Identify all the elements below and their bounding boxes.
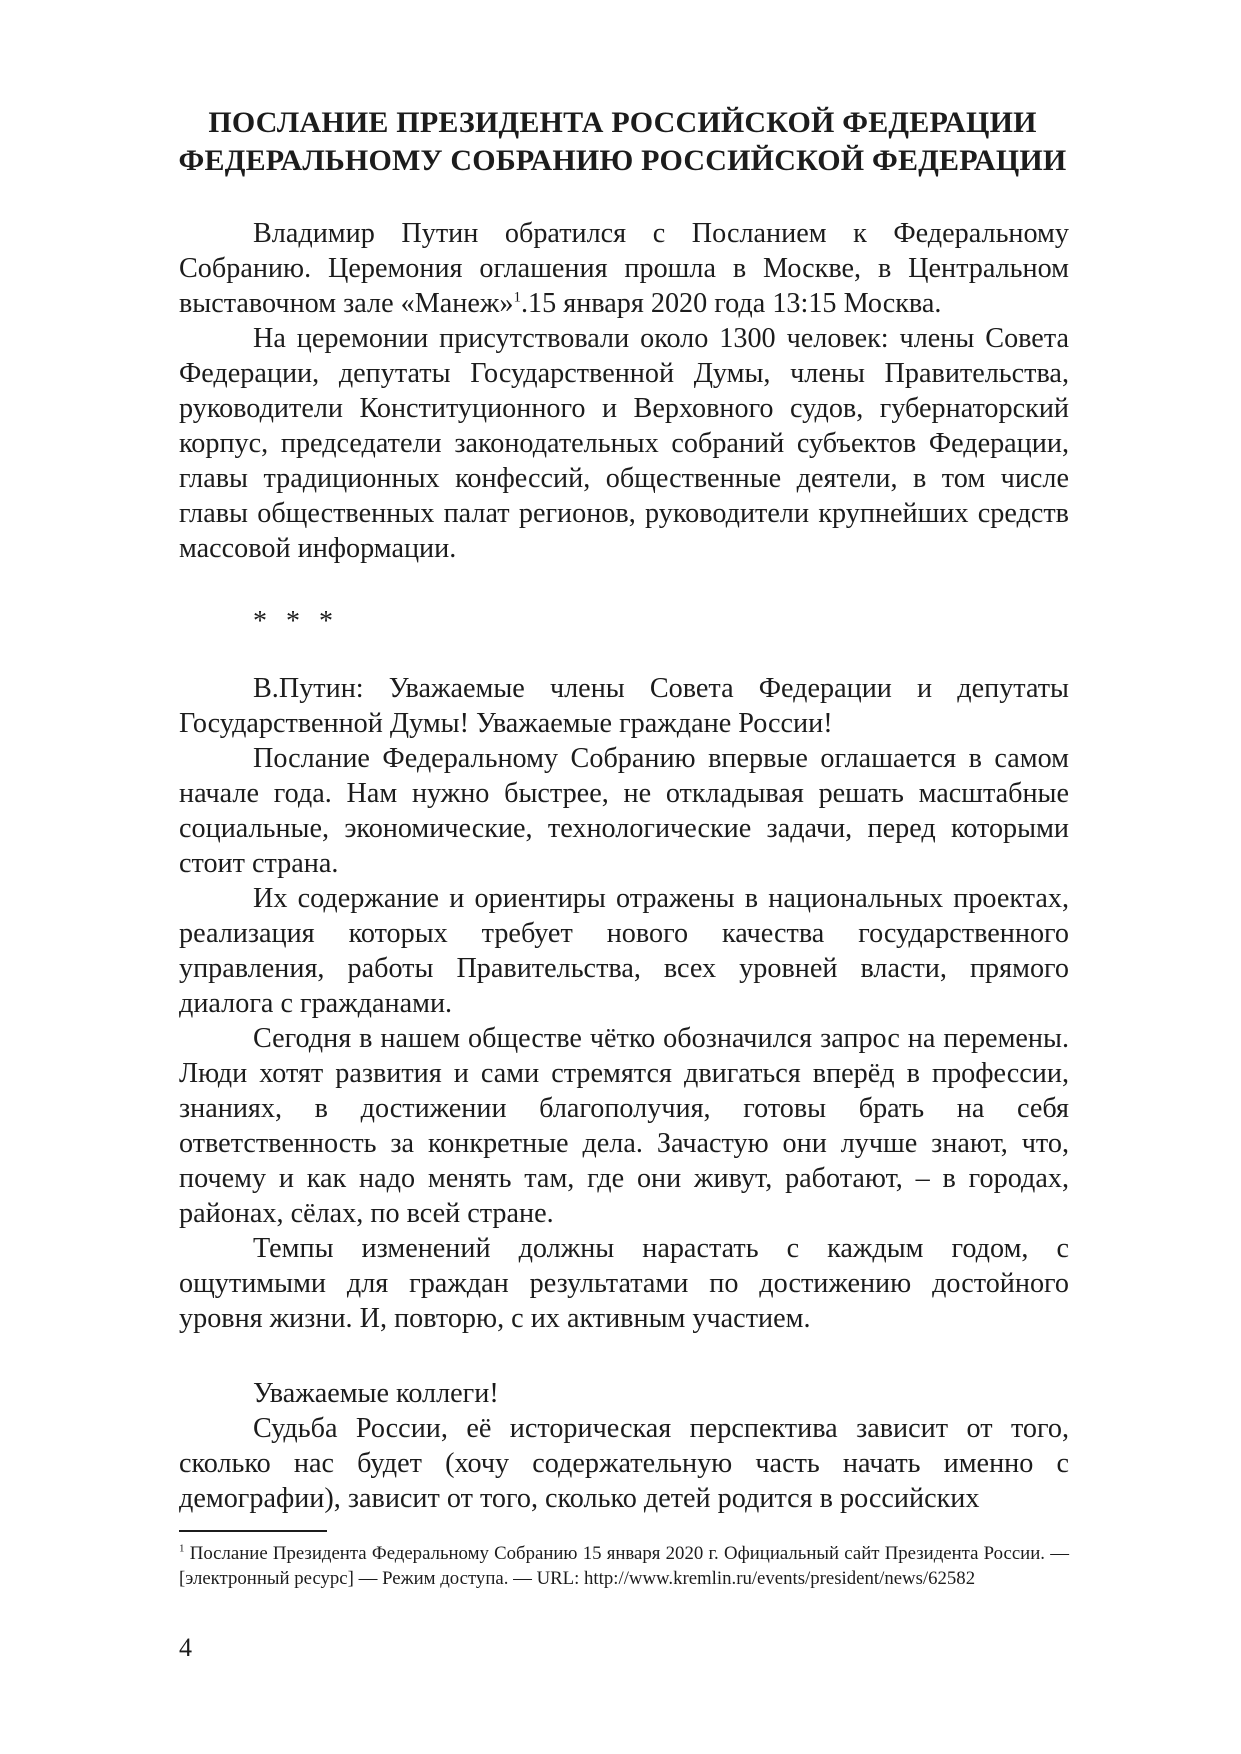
footnote-reference[interactable]: 1 xyxy=(513,289,521,306)
footnote xyxy=(179,1541,1069,1591)
intro-section xyxy=(179,216,1069,566)
page-title xyxy=(160,104,1085,180)
speech-section xyxy=(179,671,1069,1336)
footnote-divider xyxy=(179,1530,327,1532)
speech-paragraph: В.Путин: Уважаемые члены Совета Федерации и депутаты Государственной Думы! Уважаемые граждане России! xyxy=(179,673,1069,739)
speech-paragraph: Темпы изменений должны нарастать с каждым годом, с ощутимыми для граждан результатами по достижению достойного уровня жизни. И, повторю, с их активным участием. xyxy=(179,1233,1069,1334)
section-separator: * * * xyxy=(253,606,339,637)
speech-paragraph: Их содержание и ориентиры отражены в национальных проектах, реализация которых требует нового качества государственного управления, работы Правительства, всех уровней власти, прямого диалога с гражданами. xyxy=(179,883,1069,1019)
page-number: 4 xyxy=(179,1633,192,1662)
speech-paragraph: Сегодня в нашем обществе чётко обозначился запрос на перемены. Люди хотят развития и сами стремятся двигаться вперёд в профессии, знаниях, в достижении благополучия, готовы брать на себя ответственность за конкретные дела. Зачастую они лучше знают, что, почему и как надо менять там, где они живут, работают, – в городах, районах, сёлах, по всей стране. xyxy=(179,1023,1069,1229)
intro-paragraph: На церемонии присутствовали около 1300 человек: члены Совета Федерации, депутаты Государственной Думы, члены Правительства, руководители Конституционного и Верховного судов, губернаторский корпус, председатели законодательных собраний субъектов Федерации, главы традиционных конфессий, общественные деятели, в том числе главы общественных палат регионов, руководители крупнейших средств массовой информации. xyxy=(179,323,1069,564)
title-line-1: ПОСЛАНИЕ ПРЕЗИДЕНТА РОССИЙСКОЙ ФЕДЕРАЦИИ xyxy=(208,106,1037,139)
speech-paragraph: Послание Федеральному Собранию впервые оглашается в самом начале года. Нам нужно быстрее, не откладывая решать масштабные социальные, экономические, технологические задачи, перед которыми стоит страна. xyxy=(179,743,1069,879)
speech-paragraph: Судьба России, её историческая перспектива зависит от того, сколько нас будет (хочу содержательную часть начать именно с демографии), зависит от того, сколько детей родится в российских xyxy=(179,1413,1069,1514)
footnote-text: Послание Президента Федеральному Собранию 15 января 2020 г. Официальный сайт Президента России. — [электронный ресурс] — Режим доступа. — URL: http://www.kremlin.ru/events/president/news/62582 xyxy=(179,1543,1069,1589)
intro-paragraph: Владимир Путин обратился с Посланием к Федеральному Собранию. Церемония оглашения прошла в Москве, в Центральном выставочном зале «Манеж»$^1$.15 января 2020 года 13:15 Москва. xyxy=(179,218,1069,319)
title-line-2: ФЕДЕРАЛЬНОМУ СОБРАНИЮ РОССИЙСКОЙ ФЕДЕРАЦИИ xyxy=(178,144,1067,177)
greeting-line: Уважаемые коллеги! xyxy=(253,1378,499,1409)
footnote-number: 1 xyxy=(179,1542,185,1555)
speech-continuation-section xyxy=(179,1376,1069,1516)
